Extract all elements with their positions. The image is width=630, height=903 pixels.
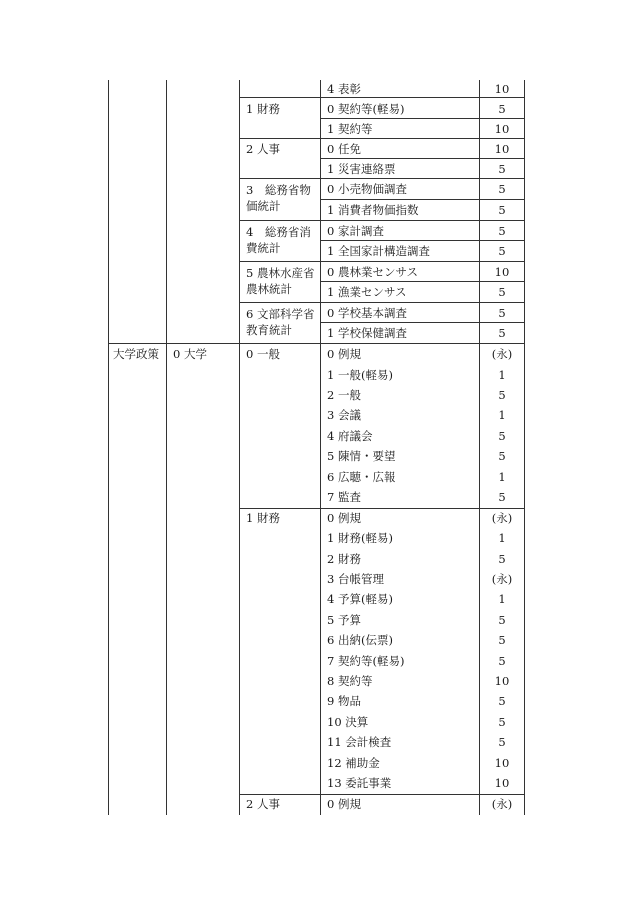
table-column-divider — [320, 80, 321, 815]
retention-period: 5 — [498, 633, 506, 647]
item-label: 3 会議 — [327, 408, 361, 422]
item-label: 0 学校基本調査 — [327, 306, 407, 320]
item-label: 5 陳情・要望 — [327, 449, 396, 463]
subsection-name: 0 大学 — [173, 347, 207, 361]
item-label: 2 一般 — [327, 388, 361, 402]
item-label: 1 一般(軽易) — [327, 368, 393, 382]
retention-period: 5 — [498, 182, 506, 196]
retention-period: 5 — [498, 735, 506, 749]
retention-period: 1 — [498, 592, 506, 606]
item-label: 5 予算 — [327, 613, 361, 627]
group-label-personnel-top: 2 人事 — [246, 142, 280, 156]
retention-period: 5 — [498, 306, 506, 320]
group-label-agriculture-statistics: 5 農林水産省農林統計 — [246, 266, 315, 296]
retention-period: 5 — [498, 449, 506, 463]
group-label-finance: 1 財務 — [246, 511, 280, 525]
group-label-personnel: 2 人事 — [246, 797, 280, 811]
retention-period: 5 — [498, 490, 506, 504]
retention-period: 10 — [494, 142, 510, 156]
table-border-right — [524, 80, 525, 815]
row-divider — [239, 261, 524, 262]
retention-period: 5 — [498, 552, 506, 566]
row-divider — [320, 322, 524, 323]
item-label: 4 府議会 — [327, 429, 373, 443]
row-divider — [320, 199, 524, 200]
retention-period: 5 — [498, 244, 506, 258]
item-label: 12 補助金 — [327, 756, 380, 770]
item-label: 8 契約等 — [327, 674, 373, 688]
retention-period: 5 — [498, 285, 506, 299]
table-column-divider — [239, 80, 240, 815]
item-label: 6 広聴・広報 — [327, 470, 396, 484]
item-label: 9 物品 — [327, 694, 361, 708]
row-divider — [239, 178, 524, 179]
retention-period: 1 — [498, 408, 506, 422]
row-divider — [239, 138, 524, 139]
row-divider — [239, 220, 524, 221]
row-divider — [239, 97, 524, 98]
section-divider — [108, 343, 524, 344]
group-label-education-statistics: 6 文部科学省教育統計 — [246, 307, 315, 337]
item-label: 0 例規 — [327, 347, 361, 361]
retention-period: (永) — [491, 347, 513, 361]
retention-period: 10 — [494, 265, 510, 279]
item-label: 7 契約等(軽易) — [327, 654, 405, 668]
item-label: 11 会計検査 — [327, 735, 392, 749]
item-label: 1 契約等 — [327, 122, 373, 136]
retention-period: 10 — [494, 122, 510, 136]
item-label: 1 災害連絡票 — [327, 162, 396, 176]
item-label: 1 学校保健調査 — [327, 326, 407, 340]
retention-period: 5 — [498, 326, 506, 340]
item-label: 1 財務(軽易) — [327, 531, 393, 545]
retention-period: (永) — [491, 511, 513, 525]
row-divider — [239, 302, 524, 303]
item-label: 0 小売物価調査 — [327, 182, 407, 196]
retention-period: (永) — [491, 572, 513, 586]
table-column-divider — [166, 80, 167, 815]
retention-period: 1 — [498, 368, 506, 382]
retention-period: 1 — [498, 531, 506, 545]
retention-period: 1 — [498, 470, 506, 484]
retention-period: 5 — [498, 694, 506, 708]
item-label: 3 台帳管理 — [327, 572, 384, 586]
item-label: 10 決算 — [327, 715, 369, 729]
retention-period: (永) — [491, 797, 513, 811]
retention-period: 5 — [498, 203, 506, 217]
row-divider — [320, 118, 524, 119]
row-divider — [320, 240, 524, 241]
item-label: 0 例規 — [327, 511, 361, 525]
retention-period: 5 — [498, 613, 506, 627]
group-label-consumption-statistics: 4 総務省消費統計 — [246, 225, 311, 255]
retention-period: 5 — [498, 102, 506, 116]
retention-period: 5 — [498, 224, 506, 238]
retention-period: 5 — [498, 388, 506, 402]
section-name: 大学政策 — [113, 347, 159, 361]
table-border-left — [108, 80, 109, 815]
group-label-price-statistics: 3 総務省物価統計 — [246, 183, 311, 213]
item-label: 0 契約等(軽易) — [327, 102, 405, 116]
item-label: 1 漁業センサス — [327, 285, 407, 299]
row-divider — [320, 281, 524, 282]
retention-period: 10 — [494, 82, 510, 96]
retention-period: 5 — [498, 715, 506, 729]
item-label: 0 例規 — [327, 797, 361, 811]
row-divider — [320, 158, 524, 159]
retention-period: 10 — [494, 776, 510, 790]
item-label: 4 予算(軽易) — [327, 592, 393, 606]
item-label: 0 任免 — [327, 142, 361, 156]
row-divider — [239, 794, 524, 795]
retention-period: 5 — [498, 654, 506, 668]
group-label-general: 0 一般 — [246, 347, 280, 361]
item-label: 13 委託事業 — [327, 776, 392, 790]
item-label: 4 表彰 — [327, 82, 361, 96]
retention-period: 10 — [494, 674, 510, 688]
item-label: 1 全国家計構造調査 — [327, 244, 430, 258]
item-label: 0 家計調査 — [327, 224, 384, 238]
item-label: 0 農林業センサス — [327, 265, 419, 279]
item-label: 2 財務 — [327, 552, 361, 566]
retention-period: 5 — [498, 429, 506, 443]
item-label: 1 消費者物価指数 — [327, 203, 419, 217]
row-divider — [239, 508, 524, 509]
item-label: 7 監査 — [327, 490, 361, 504]
retention-period: 10 — [494, 756, 510, 770]
item-label: 6 出納(伝票) — [327, 633, 393, 647]
retention-period: 5 — [498, 162, 506, 176]
group-label-finance-top: 1 財務 — [246, 102, 280, 116]
